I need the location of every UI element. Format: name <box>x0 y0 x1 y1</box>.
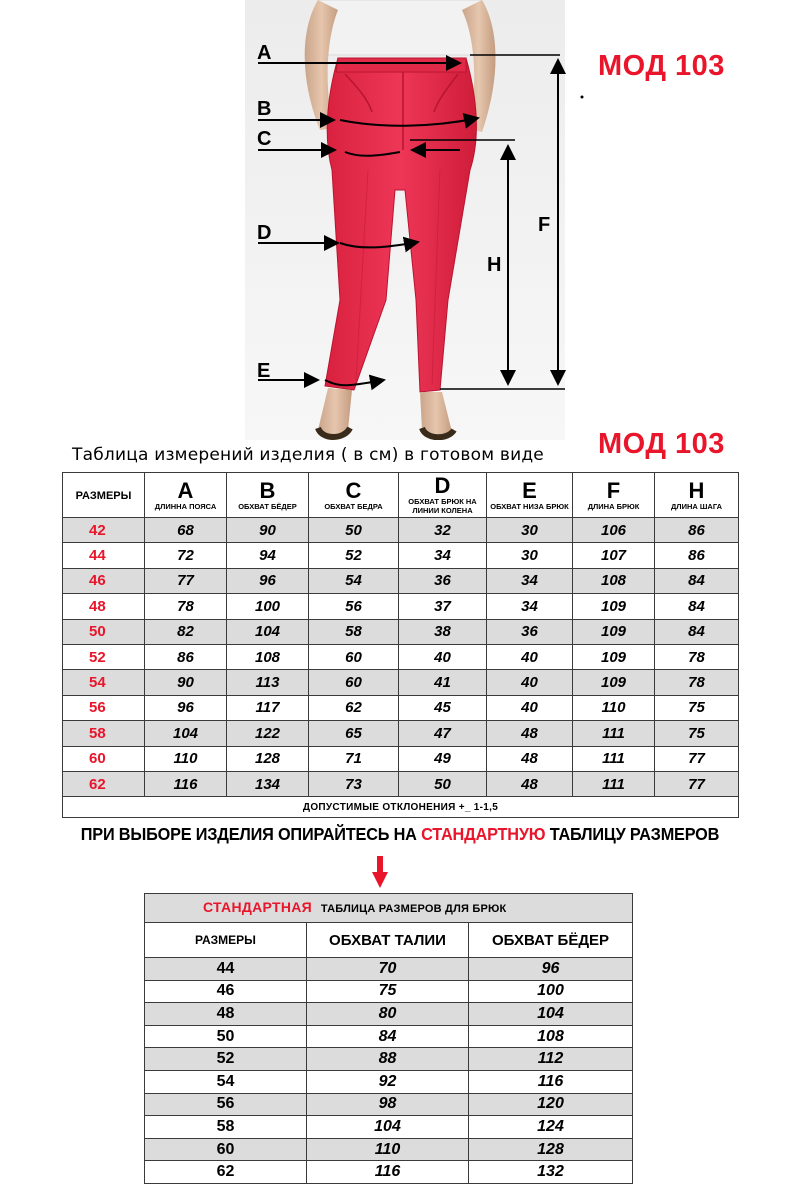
cell-h: 77 <box>655 746 739 771</box>
std-cell-size: 52 <box>145 1048 307 1071</box>
product-diagram <box>0 0 800 440</box>
std-cell-waist: 110 <box>307 1138 469 1161</box>
header-sizes: РАЗМЕРЫ <box>63 473 145 518</box>
table-row <box>63 721 739 746</box>
notice-text-highlight: СТАНДАРТНУЮ <box>421 824 546 844</box>
cell-a: 82 <box>145 619 227 644</box>
std-cell-size: 46 <box>145 980 307 1003</box>
cell-f: 109 <box>573 644 655 669</box>
cell-h: 77 <box>655 771 739 796</box>
cell-a: 96 <box>145 695 227 720</box>
table-row <box>145 980 633 1003</box>
cell-e: 40 <box>487 644 573 669</box>
cell-c: 56 <box>309 594 399 619</box>
cell-size: 56 <box>63 695 145 720</box>
cell-f: 110 <box>573 695 655 720</box>
measurement-table-caption: Таблица измерений изделия ( в см) в готовом виде <box>72 445 544 465</box>
cell-a: 90 <box>145 670 227 695</box>
cell-b: 108 <box>227 644 309 669</box>
cell-f: 109 <box>573 670 655 695</box>
cell-b: 94 <box>227 543 309 568</box>
cell-h: 84 <box>655 619 739 644</box>
tolerance-row <box>63 797 739 818</box>
standard-size-table <box>144 893 633 1184</box>
cell-c: 60 <box>309 644 399 669</box>
cell-e: 34 <box>487 594 573 619</box>
header-h: H ДЛИНА ШАГА <box>655 473 739 518</box>
cell-e: 40 <box>487 670 573 695</box>
cell-f: 107 <box>573 543 655 568</box>
tolerance-note: ДОПУСТИМЫЕ ОТКЛОНЕНИЯ +_ 1-1,5 <box>63 797 739 818</box>
cell-a: 110 <box>145 746 227 771</box>
table-row <box>63 619 739 644</box>
label-h: H <box>487 254 502 276</box>
cell-h: 86 <box>655 518 739 543</box>
cell-c: 52 <box>309 543 399 568</box>
table-row <box>63 518 739 543</box>
std-cell-hips: 108 <box>469 1025 633 1048</box>
cell-h: 75 <box>655 721 739 746</box>
cell-f: 109 <box>573 619 655 644</box>
cell-a: 78 <box>145 594 227 619</box>
cell-a: 77 <box>145 568 227 593</box>
cell-f: 111 <box>573 721 655 746</box>
label-a: A <box>257 42 272 64</box>
std-cell-size: 54 <box>145 1070 307 1093</box>
std-header-waist: ОБХВАТ ТАЛИИ <box>307 923 469 958</box>
table-row <box>145 1161 633 1184</box>
std-cell-hips: 128 <box>469 1138 633 1161</box>
table-row <box>63 594 739 619</box>
std-cell-size: 48 <box>145 1003 307 1026</box>
cell-size: 54 <box>63 670 145 695</box>
cell-h: 84 <box>655 594 739 619</box>
cell-b: 96 <box>227 568 309 593</box>
cell-h: 75 <box>655 695 739 720</box>
cell-b: 100 <box>227 594 309 619</box>
cell-a: 86 <box>145 644 227 669</box>
std-cell-size: 62 <box>145 1161 307 1184</box>
model-title-table: МОД 103 <box>598 428 725 460</box>
cell-d: 36 <box>399 568 487 593</box>
std-cell-waist: 92 <box>307 1070 469 1093</box>
cell-d: 37 <box>399 594 487 619</box>
cell-d: 40 <box>399 644 487 669</box>
cell-b: 128 <box>227 746 309 771</box>
cell-size: 42 <box>63 518 145 543</box>
std-cell-size: 56 <box>145 1093 307 1116</box>
table-row <box>145 1070 633 1093</box>
cell-e: 30 <box>487 543 573 568</box>
standard-table-title-row <box>145 894 633 923</box>
std-cell-size: 44 <box>145 958 307 981</box>
cell-c: 60 <box>309 670 399 695</box>
table-row <box>63 771 739 796</box>
std-cell-size: 60 <box>145 1138 307 1161</box>
cell-f: 111 <box>573 771 655 796</box>
cell-b: 113 <box>227 670 309 695</box>
header-d: D ОБХВАТ БРЮК НА ЛИНИИ КОЛЕНА <box>399 473 487 518</box>
cell-d: 34 <box>399 543 487 568</box>
cell-d: 45 <box>399 695 487 720</box>
std-cell-size: 58 <box>145 1116 307 1139</box>
cell-size: 44 <box>63 543 145 568</box>
model-title-top: МОД 103 <box>598 50 725 82</box>
cell-size: 50 <box>63 619 145 644</box>
down-arrow-icon <box>372 856 388 888</box>
cell-size: 62 <box>63 771 145 796</box>
std-cell-waist: 104 <box>307 1116 469 1139</box>
label-c: C <box>257 128 272 150</box>
cell-a: 68 <box>145 518 227 543</box>
table-row <box>145 1093 633 1116</box>
cell-b: 117 <box>227 695 309 720</box>
cell-h: 84 <box>655 568 739 593</box>
cell-f: 109 <box>573 594 655 619</box>
std-cell-hips: 96 <box>469 958 633 981</box>
cell-size: 48 <box>63 594 145 619</box>
cell-size: 60 <box>63 746 145 771</box>
std-header-hips: ОБХВАТ БЁДЕР <box>469 923 633 958</box>
header-a: A ДЛИННА ПОЯСА <box>145 473 227 518</box>
table-row <box>63 568 739 593</box>
std-cell-hips: 132 <box>469 1161 633 1184</box>
table-row <box>145 1048 633 1071</box>
table-row <box>145 958 633 981</box>
table-row <box>145 1138 633 1161</box>
cell-e: 34 <box>487 568 573 593</box>
cell-d: 50 <box>399 771 487 796</box>
cell-c: 65 <box>309 721 399 746</box>
cell-e: 48 <box>487 746 573 771</box>
standard-title-highlight: СТАНДАРТНАЯ <box>203 899 313 915</box>
cell-b: 104 <box>227 619 309 644</box>
cell-e: 40 <box>487 695 573 720</box>
std-cell-hips: 116 <box>469 1070 633 1093</box>
std-cell-hips: 124 <box>469 1116 633 1139</box>
header-b: B ОБХВАТ БЁДЕР <box>227 473 309 518</box>
cell-a: 116 <box>145 771 227 796</box>
header-c: C ОБХВАТ БЕДРА <box>309 473 399 518</box>
cell-c: 71 <box>309 746 399 771</box>
standard-table-title <box>145 894 633 923</box>
cell-h: 78 <box>655 670 739 695</box>
cell-c: 50 <box>309 518 399 543</box>
std-cell-waist: 84 <box>307 1025 469 1048</box>
table-row <box>145 1116 633 1139</box>
std-cell-waist: 116 <box>307 1161 469 1184</box>
header-f: F ДЛИНА БРЮК <box>573 473 655 518</box>
std-cell-hips: 120 <box>469 1093 633 1116</box>
standard-table-header-row <box>145 923 633 958</box>
std-cell-hips: 104 <box>469 1003 633 1026</box>
header-e: E ОБХВАТ НИЗА БРЮК <box>487 473 573 518</box>
standard-table-body <box>145 958 633 1184</box>
table-row <box>145 1025 633 1048</box>
cell-c: 73 <box>309 771 399 796</box>
cell-f: 111 <box>573 746 655 771</box>
cell-f: 106 <box>573 518 655 543</box>
measurement-table <box>62 472 739 818</box>
cell-d: 47 <box>399 721 487 746</box>
cell-h: 78 <box>655 644 739 669</box>
notice-text-start: ПРИ ВЫБОРЕ ИЗДЕЛИЯ ОПИРАЙТЕСЬ НА <box>80 824 422 844</box>
table-row <box>63 644 739 669</box>
label-e: E <box>257 360 271 382</box>
cell-c: 58 <box>309 619 399 644</box>
label-d: D <box>257 222 272 244</box>
notice-text-end: ТАБЛИЦУ РАЗМЕРОВ <box>545 824 720 844</box>
cell-e: 48 <box>487 721 573 746</box>
cell-e: 48 <box>487 771 573 796</box>
cell-c: 62 <box>309 695 399 720</box>
cell-size: 46 <box>63 568 145 593</box>
std-cell-waist: 80 <box>307 1003 469 1026</box>
std-cell-hips: 112 <box>469 1048 633 1071</box>
cell-d: 32 <box>399 518 487 543</box>
cell-size: 52 <box>63 644 145 669</box>
measurement-header-row <box>63 473 739 518</box>
cell-e: 36 <box>487 619 573 644</box>
cell-a: 104 <box>145 721 227 746</box>
std-cell-waist: 98 <box>307 1093 469 1116</box>
cell-f: 108 <box>573 568 655 593</box>
cell-size: 58 <box>63 721 145 746</box>
label-b: B <box>257 98 272 120</box>
std-header-sizes: РАЗМЕРЫ <box>145 923 307 958</box>
table-row <box>63 695 739 720</box>
cell-c: 54 <box>309 568 399 593</box>
cell-e: 30 <box>487 518 573 543</box>
cell-d: 49 <box>399 746 487 771</box>
table-row <box>63 746 739 771</box>
measurement-table-body <box>63 518 739 818</box>
standard-title-rest: ТАБЛИЦА РАЗМЕРОВ ДЛЯ БРЮК <box>320 903 507 915</box>
cell-d: 38 <box>399 619 487 644</box>
table-row <box>63 543 739 568</box>
std-cell-hips: 100 <box>469 980 633 1003</box>
cell-d: 41 <box>399 670 487 695</box>
label-f: F <box>538 214 551 236</box>
cell-b: 90 <box>227 518 309 543</box>
cell-b: 134 <box>227 771 309 796</box>
size-notice <box>28 824 772 845</box>
std-cell-waist: 88 <box>307 1048 469 1071</box>
std-cell-size: 50 <box>145 1025 307 1048</box>
std-cell-waist: 70 <box>307 958 469 981</box>
std-cell-waist: 75 <box>307 980 469 1003</box>
cell-a: 72 <box>145 543 227 568</box>
cell-h: 86 <box>655 543 739 568</box>
cell-b: 122 <box>227 721 309 746</box>
table-row <box>145 1003 633 1026</box>
table-row <box>63 670 739 695</box>
